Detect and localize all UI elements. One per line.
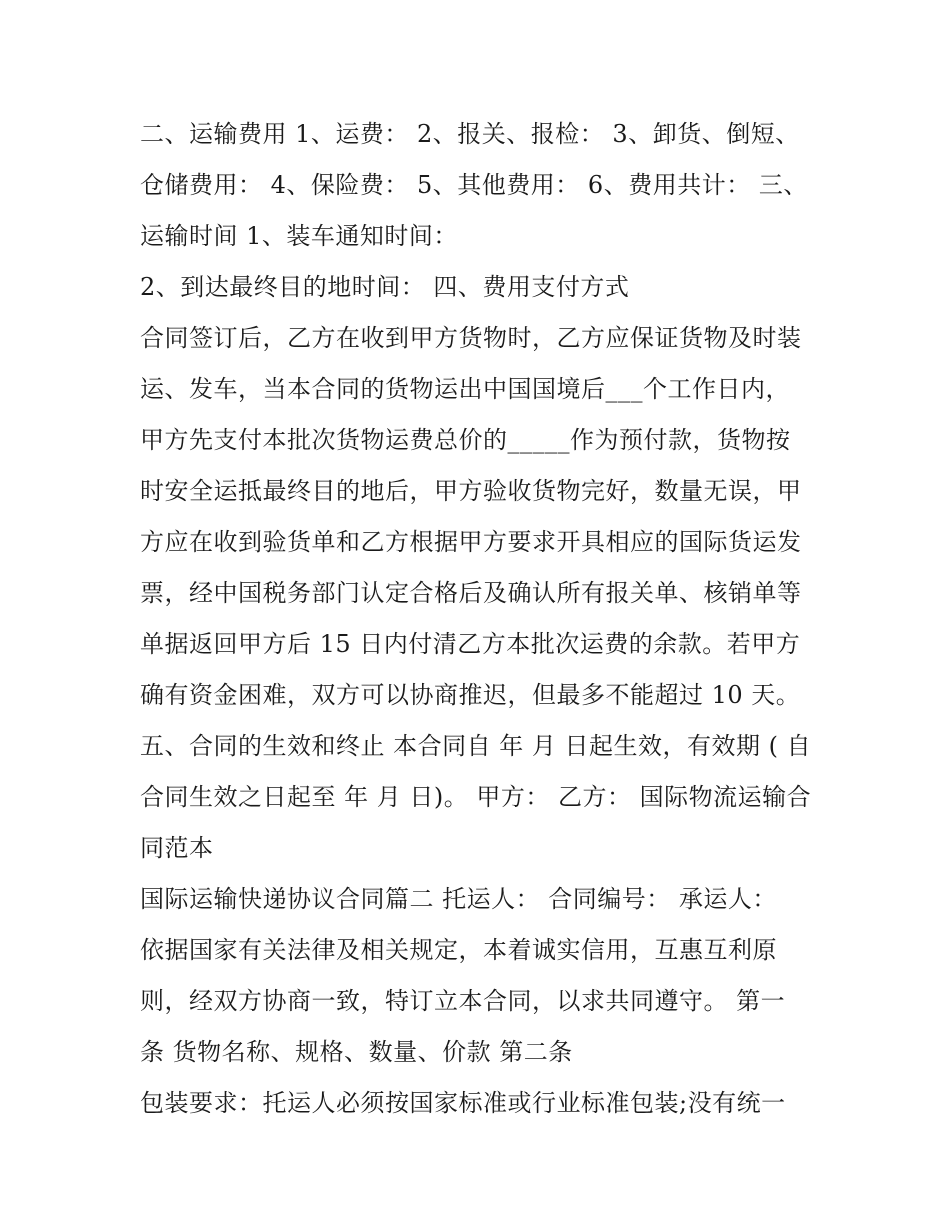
text-line: 确有资金困难，双方可以协商推迟，但最多不能超过 10 天。 xyxy=(140,681,801,709)
text-line: 国际运输快递协议合同篇二 托运人： 合同编号： 承运人： xyxy=(140,885,777,913)
text-line: 合同签订后，乙方在收到甲方货物时，乙方应保证货物及时装 xyxy=(140,324,802,352)
text-line: 甲方先支付本批次货物运费总价的_____作为预付款，货物按 xyxy=(140,426,791,454)
text-line: 合同生效之日起至 年 月 日)。 甲方： 乙方： 国际物流运输合 xyxy=(140,783,812,811)
text-line: 五、合同的生效和终止 本合同自 年 月 日起生效，有效期 ( 自 xyxy=(140,732,812,760)
text-line: 方应在收到验货单和乙方根据甲方要求开具相应的国际货运发 xyxy=(140,528,802,556)
text-line: 运输时间 1、装车通知时间： xyxy=(140,222,458,250)
text-line: 条 货物名称、规格、数量、价款 第二条 xyxy=(140,1038,573,1066)
text-line: 同范本 xyxy=(140,834,214,862)
text-line: 运、发车，当本合同的货物运出中国国境后___个工作日内， xyxy=(140,375,790,403)
text-line: 单据返回甲方后 15 日内付清乙方本批次运费的余款。若甲方 xyxy=(140,630,801,658)
text-line: 时安全运抵最终目的地后，甲方验收货物完好，数量无误，甲 xyxy=(140,477,802,505)
text-line: 票，经中国税务部门认定合格后及确认所有报关单、核销单等 xyxy=(140,579,802,607)
text-line: 2、到达最终目的地时间： 四、费用支付方式 xyxy=(140,273,630,301)
text-line: 依据国家有关法律及相关规定，本着诚实信用，互惠互利原 xyxy=(140,936,777,964)
text-line: 包装要求：托运人必须按国家标准或行业标准包装;没有统一 xyxy=(140,1089,786,1117)
text-line: 二、运输费用 1、运费： 2、报关、报检： 3、卸货、倒短、 xyxy=(140,120,800,148)
document-body xyxy=(140,109,820,1129)
text-line: 仓储费用： 4、保险费： 5、其他费用： 6、费用共计： 三、 xyxy=(140,171,808,199)
text-line: 则，经双方协商一致，特订立本合同，以求共同遵守。 第一 xyxy=(140,987,786,1015)
